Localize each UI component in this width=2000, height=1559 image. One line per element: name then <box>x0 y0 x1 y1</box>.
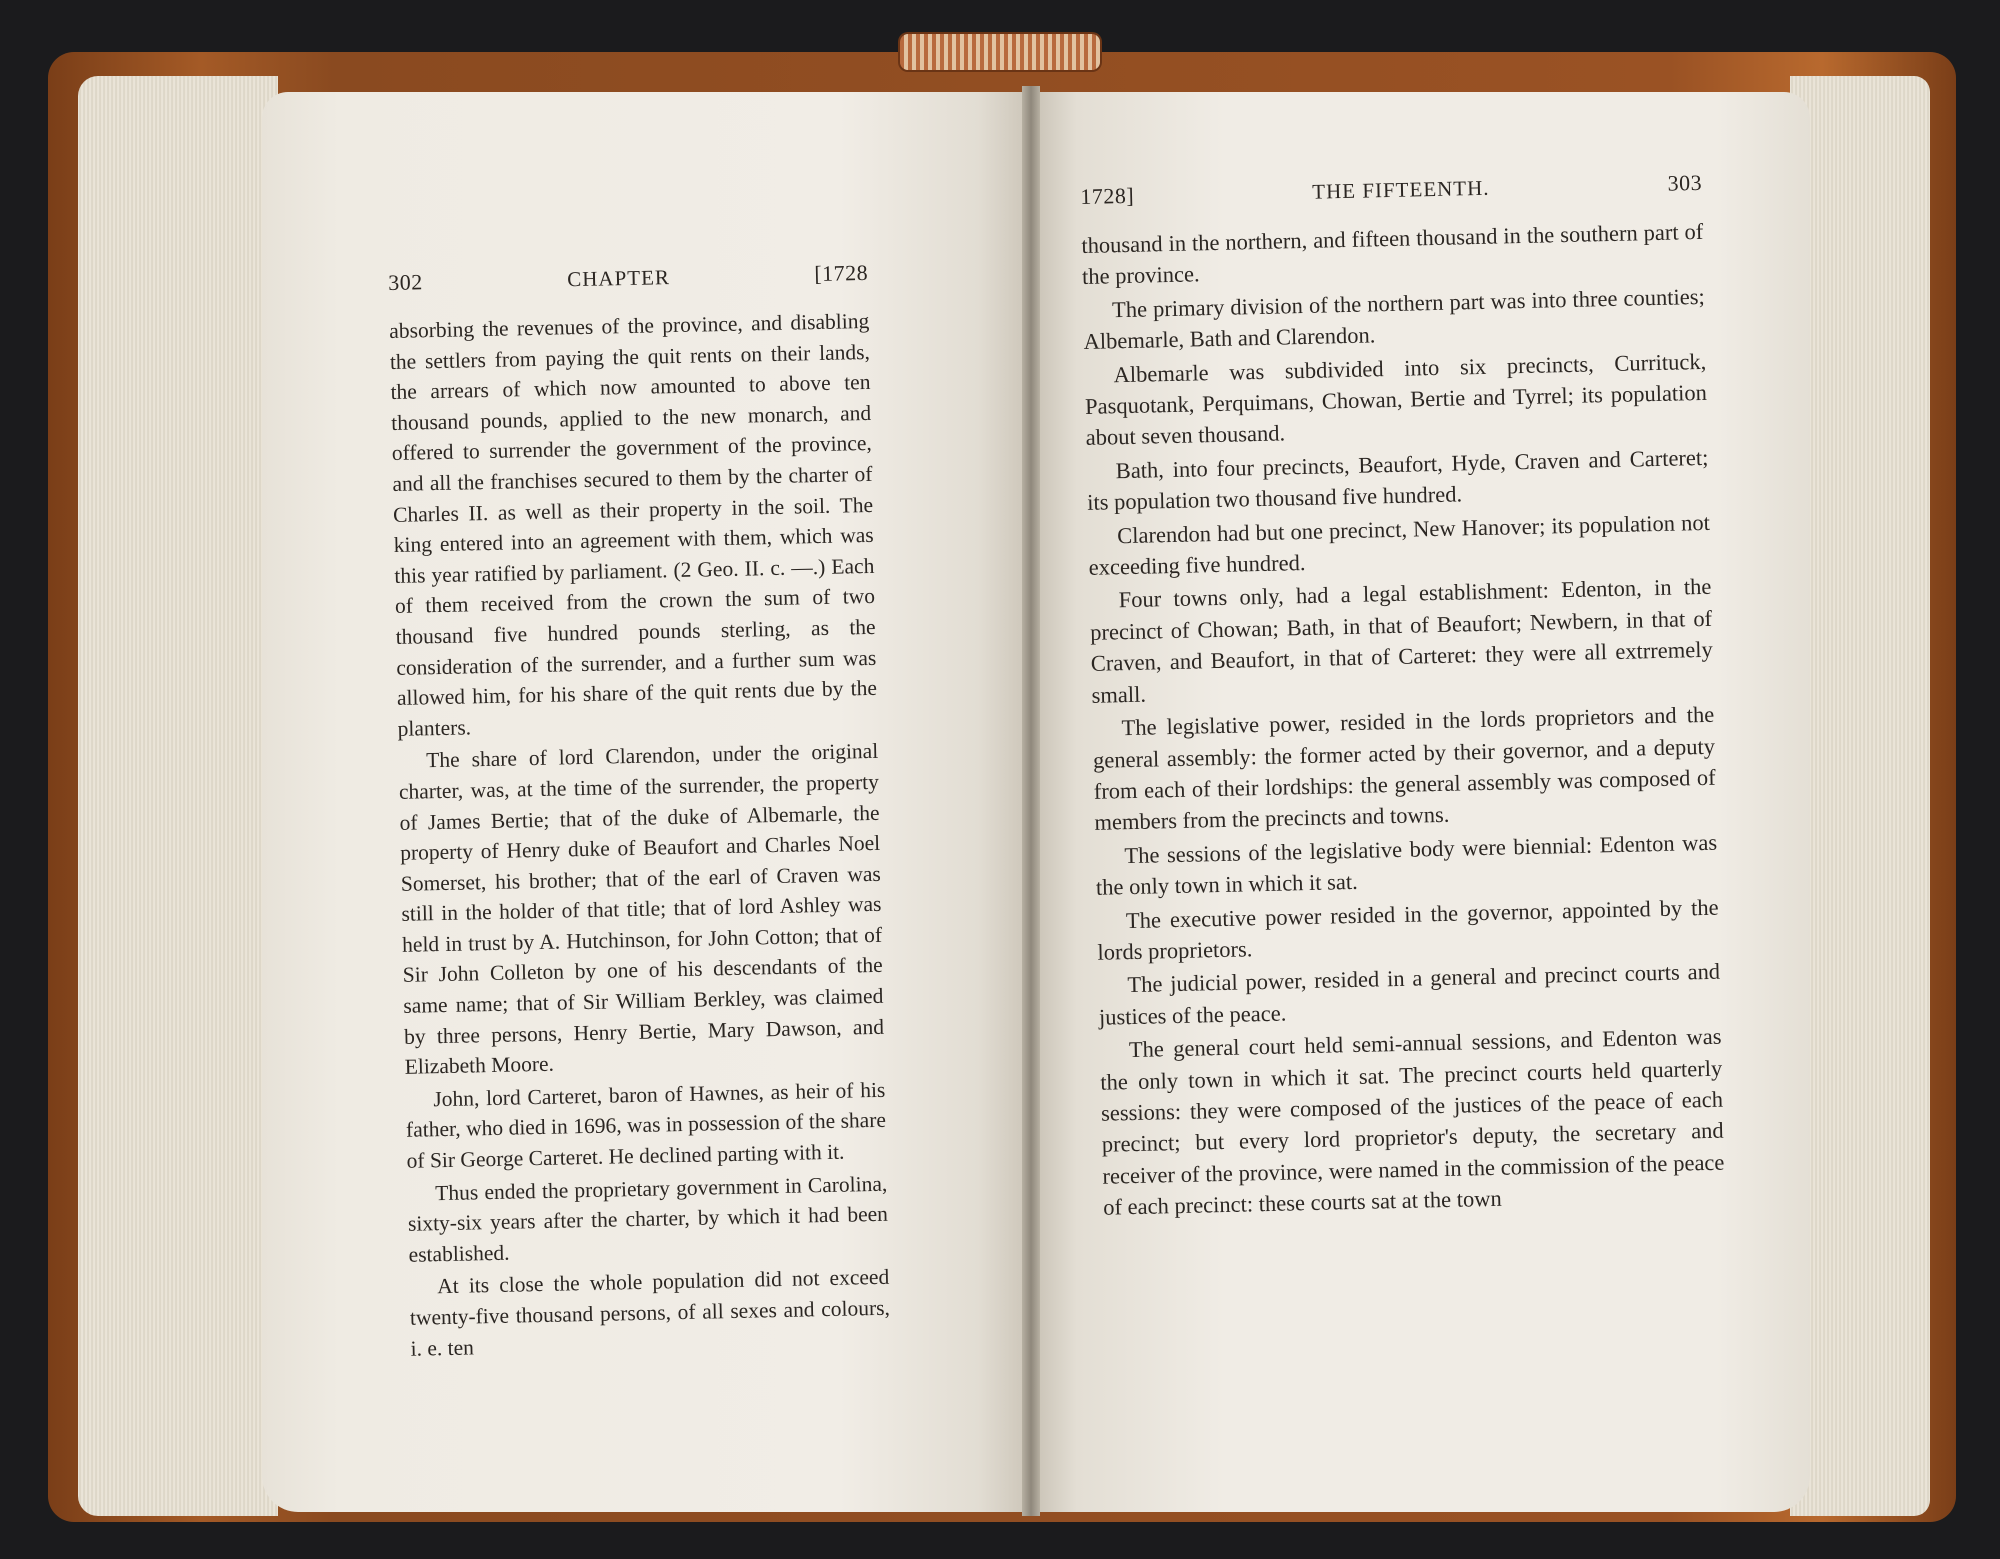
paragraph: Clarendon had but one precinct, New Hanover; its population not exceeding five hundred. <box>1088 509 1711 580</box>
paragraph: The primary division of the northern part was into three counties; Albemarle, Bath and Clarendon. <box>1083 283 1705 355</box>
paragraph: Four towns only, had a legal establishment: Edenton, in the precinct of Chowan; Bath, in that of Beaufort; Newbern, in that of Craven, and Beaufort, in that of Carteret: they were all extrremely small. <box>1089 574 1714 708</box>
year-marker: [1728 <box>814 259 869 287</box>
paragraph: The judicial power, resided in a general and precinct courts and justices of the peace. <box>1098 959 1721 1030</box>
left-running-head <box>388 260 868 296</box>
book-gutter <box>1022 86 1040 1516</box>
paragraph: Bath, into four precincts, Beaufort, Hyde, Craven and Carteret; its population two thousand five hundred. <box>1086 444 1709 516</box>
paragraph: The general court held semi-annual sessions, and Edenton was the only town in which it sat. The precinct courts held quarterly sessions: they were composed of the justices of the peace of each precinct; but every lord proprietor's deputy, the secretary and receiver of the province, were named in the commission of the peace of each precinct: these courts sat at the town <box>1100 1023 1725 1220</box>
paragraph: Albemarle was subdivided into six precincts, Currituck, Pasquotank, Perquimans, Chowan, Bertie and Tyrrel; its population about seven thousand. <box>1084 348 1708 451</box>
right-running-head <box>1080 170 1702 210</box>
headband <box>900 34 1100 70</box>
left-page-text <box>388 260 891 1366</box>
paragraph: At its close the whole population did not exceed twenty-five thousand persons, of all sexes and colours, i. e. ten <box>409 1265 891 1361</box>
paragraph: Thus ended the proprietary government in Carolina, sixty-six years after the charter, by which it had been established. <box>407 1171 889 1267</box>
paragraph: The legislative power, resided in the lords proprietors and the general assembly: the former acted by their governor, and a deputy from each of their lordships: the general assembly was composed of members from the precincts and towns. <box>1092 701 1716 836</box>
paragraph: thousand in the northern, and fifteen thousand in the southern part of the province. <box>1081 218 1704 290</box>
paragraph: absorbing the revenues of the province, and disabling the settlers from paying the quit rents on their lands, the arrears of which now amounted to above ten thousand pounds, applied to the new monarch, and offered to surrender the government of the province, and all the franchises secured to them by the charter of Charles II. as well as their property in the soil. The king entered into an agreement with them, which was this year ratified by parliament. (2 Geo. II. c. —.) Each of them received from the crown the sum of two thousand five hundred pounds sterling, as the consideration of the surrender, and a further sum was allowed him, for his share of the quit rents due by the planters. <box>389 308 878 741</box>
year-marker: 1728] <box>1080 182 1135 209</box>
page-edges-right <box>1790 76 1930 1516</box>
page-edges-left <box>78 76 278 1516</box>
right-page-text <box>1080 170 1725 1225</box>
running-title: THE FIFTEENTH. <box>1311 175 1490 204</box>
right-page <box>1030 92 1810 1512</box>
left-page <box>262 92 1032 1512</box>
running-title: CHAPTER <box>566 265 671 292</box>
paragraph: The sessions of the legislative body were biennial: Edenton was the only town in which it sat. <box>1095 829 1718 900</box>
page-number: 302 <box>388 269 424 295</box>
paragraph: The share of lord Clarendon, under the original charter, was, at the time of the surrender, the property of James Bertie; that of the duke of Albemarle, the property of Henry duke of Beaufort and Charles Noel Somerset, his brother; that of the earl of Craven was still in the holder of that title; that of lord Ashley was held in trust by A. Hutchinson, for John Cotton; that of Sir John Colleton by one of his descendants of the same name; that of Sir William Berkley, was claimed by three persons, Henry Bertie, Mary Dawson, and Elizabeth Moore. <box>398 739 885 1080</box>
page-number: 303 <box>1667 169 1703 196</box>
paragraph: The executive power resided in the governor, appointed by the lords proprietors. <box>1097 894 1719 965</box>
paragraph: John, lord Carteret, baron of Hawnes, as heir of his father, who died in 1696, was in possession of the share of Sir George Carteret. He declined parting with it. <box>405 1077 887 1173</box>
